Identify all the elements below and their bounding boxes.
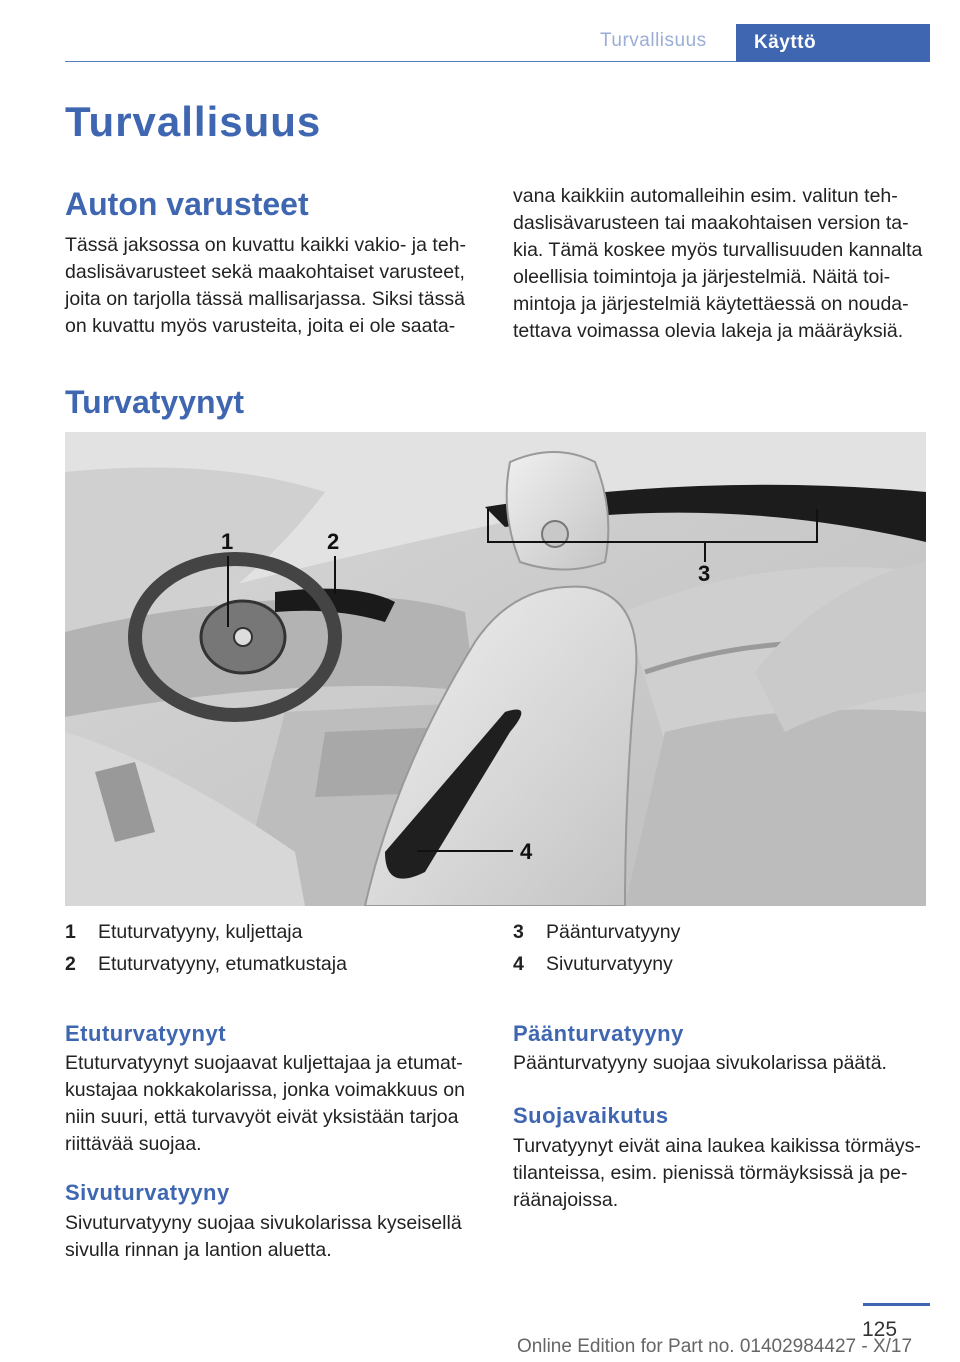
legend-number: 4 bbox=[513, 953, 524, 975]
text-line: mintoja ja järjestelmiä käytettäessä on nouda- bbox=[513, 293, 909, 315]
text-line: daslisävarusteet sekä maakohtaiset varusteet, bbox=[65, 261, 465, 283]
text-line: kustajaa nokkakolarissa, jonka voimakkuus on bbox=[65, 1079, 465, 1101]
side-airbag-text bbox=[65, 1210, 462, 1264]
protection-heading: Suojavaikutus bbox=[513, 1103, 669, 1128]
text-line: Päänturvatyyny suojaa sivukolarissa päätä. bbox=[513, 1052, 887, 1074]
airbags-heading: Turvatyynyt bbox=[65, 384, 245, 420]
legend-number: 1 bbox=[65, 921, 76, 943]
legend-text: Etuturvatyyny, etumatkustaja bbox=[98, 953, 347, 975]
text-line: Tässä jaksossa on kuvattu kaikki vakio- ja teh- bbox=[65, 234, 467, 256]
page-header bbox=[0, 24, 960, 62]
callout-3: 3 bbox=[698, 561, 711, 586]
text-line: niin suuri, että turvavyöt eivät yksistään tarjoa bbox=[65, 1106, 459, 1128]
text-line: Sivuturvatyyny suojaa sivukolarissa kyseisellä bbox=[65, 1212, 462, 1234]
legend-text: Sivuturvatyyny bbox=[546, 953, 673, 975]
text-line: oleellisia toimintoja ja järjestelmiä. Näitä toi- bbox=[513, 266, 891, 288]
text-line: vana kaikkiin automalleihin esim. valitun teh- bbox=[513, 185, 898, 207]
legend-number: 3 bbox=[513, 921, 524, 943]
text-line: Turvatyynyt eivät aina laukea kaikissa törmäys- bbox=[513, 1135, 921, 1157]
legend-number: 2 bbox=[65, 953, 76, 975]
equipment-text-right bbox=[513, 183, 922, 345]
callout-2: 2 bbox=[327, 529, 340, 554]
protection-text bbox=[513, 1133, 921, 1214]
text-line: daslisävarusteen tai maakohtaisen version ta- bbox=[513, 212, 909, 234]
legend-text: Etuturvatyyny, kuljettaja bbox=[98, 921, 303, 943]
equipment-heading: Auton varusteet bbox=[65, 186, 309, 222]
head-airbag-heading: Päänturvatyyny bbox=[513, 1021, 684, 1046]
callout-1: 1 bbox=[221, 529, 234, 554]
text-line: Etuturvatyynyt suojaavat kuljettajaa ja etumat- bbox=[65, 1052, 463, 1074]
text-line: sivulla rinnan ja lantion aluetta. bbox=[65, 1239, 332, 1261]
text-line: riittävää suojaa. bbox=[65, 1133, 202, 1155]
text-line: on kuvattu myös varusteita, joita ei ole saata- bbox=[65, 315, 456, 337]
front-airbags-heading: Etuturvatyynyt bbox=[65, 1021, 227, 1046]
airbag-illustration bbox=[65, 432, 926, 906]
car-interior-drawing bbox=[65, 432, 926, 906]
head-airbag-text bbox=[513, 1050, 887, 1077]
side-airbag-heading: Sivuturvatyyny bbox=[65, 1180, 230, 1205]
page-title: Turvallisuus bbox=[65, 98, 322, 145]
text-line: tilanteissa, esim. pienissä törmäyksissä ja pe- bbox=[513, 1162, 908, 1184]
page-number: 125 bbox=[862, 1318, 898, 1341]
legend-text: Päänturvatyyny bbox=[546, 921, 681, 943]
callout-4: 4 bbox=[520, 839, 533, 864]
header-section-label: Turvallisuus bbox=[600, 30, 707, 51]
text-line: joita on tarjolla tässä mallisarjassa. Siksi tässä bbox=[65, 288, 465, 310]
front-airbags-text bbox=[65, 1050, 465, 1158]
edition-note: Online Edition for Part no. 01402984427 - X/17 bbox=[517, 1336, 913, 1357]
footer-rule bbox=[863, 1303, 930, 1306]
text-line: tettava voimassa olevia lakeja ja määräyksiä. bbox=[513, 320, 904, 342]
text-line: räänajoissa. bbox=[513, 1189, 619, 1211]
text-line: kia. Tämä koskee myös turvallisuuden kannalta bbox=[513, 239, 923, 261]
equipment-text-left bbox=[65, 232, 466, 340]
header-chapter-tab: Käyttö bbox=[736, 24, 930, 62]
